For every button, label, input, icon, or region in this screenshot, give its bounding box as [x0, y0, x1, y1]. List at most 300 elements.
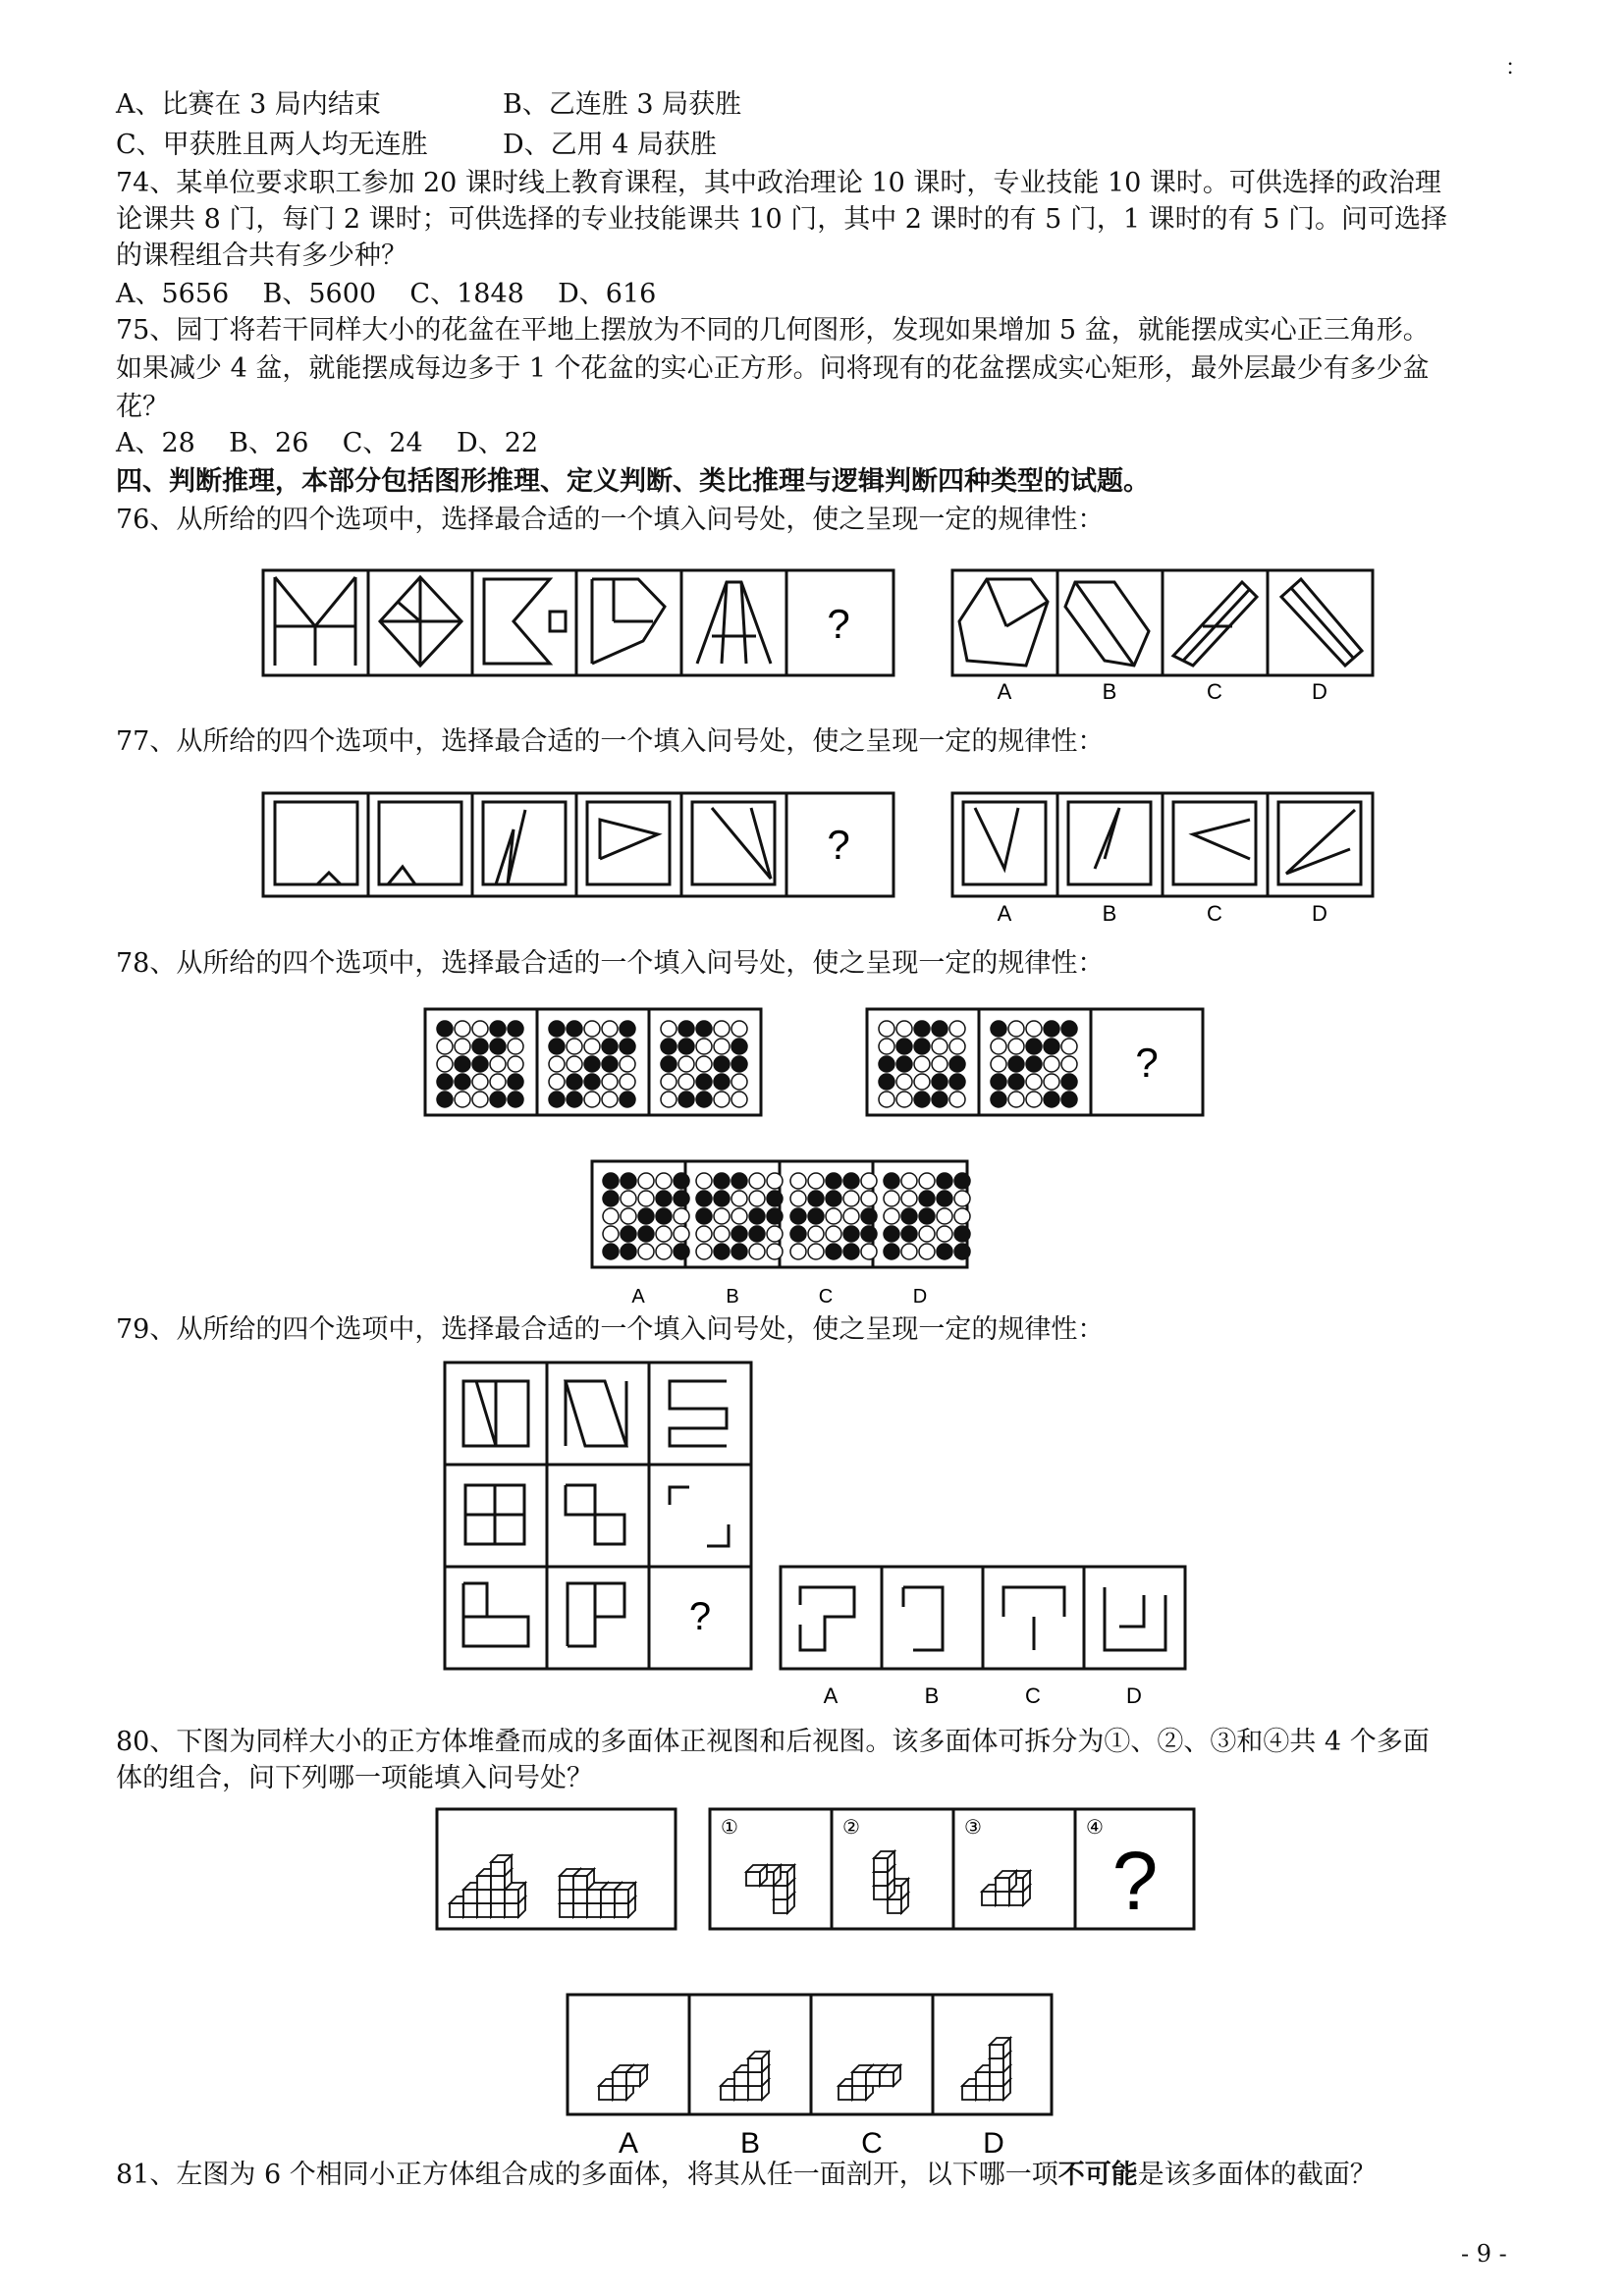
q80-part-label-2: ②: [842, 1817, 860, 1839]
q78-dot: [937, 1191, 952, 1206]
q78-dot: [932, 1021, 947, 1037]
q78-dot: [678, 1092, 694, 1107]
q78-dot: [949, 1021, 965, 1037]
q78-dot: [714, 1056, 730, 1072]
q77-option-a-shape: [975, 808, 1018, 869]
q78-dot: [620, 1021, 635, 1037]
q80-cube: [748, 2052, 769, 2072]
q78-dot: [696, 1191, 712, 1206]
q78-dot: [638, 1208, 654, 1224]
q81-stem-before: 81、左图为 6 个相同小正方体组合成的多面体，将其从任一面剖开，以下哪一项: [116, 2160, 1058, 2190]
q77-shape-2: [388, 867, 415, 884]
q78-dot: [714, 1191, 730, 1206]
q78-dot: [991, 1074, 1006, 1090]
q78-dot: [621, 1226, 636, 1242]
q78-dot: [914, 1039, 930, 1054]
q77-shape-4: [600, 820, 658, 859]
q78-dot: [1026, 1021, 1042, 1037]
q78-dot: [879, 1056, 894, 1072]
q79-figure: [442, 1360, 1208, 1713]
q78-dot: [455, 1092, 470, 1107]
q78-label-c: C: [818, 1286, 834, 1308]
q81-stem-after: 是该多面体的截面？: [1137, 2160, 1377, 2190]
q78-label-a: A: [631, 1286, 645, 1308]
q78-dot: [896, 1056, 912, 1072]
q78-dot: [584, 1056, 600, 1072]
q78-dot: [879, 1074, 894, 1090]
q78-stem: 78、从所给的四个选项中，选择最合适的一个填入问号处，使之呈现一定的规律性：: [116, 948, 1105, 979]
q80-line1: 80、下图为同样大小的正方体堆叠而成的多面体正视图和后视图。该多面体可拆分为①、②、③和④共 4 个多面: [116, 1727, 1430, 1757]
q80-cube: [990, 2038, 1010, 2058]
q78-dot: [714, 1244, 730, 1259]
q78-dot: [696, 1208, 712, 1224]
q80-part-label-3: ③: [964, 1817, 982, 1839]
q78-dot: [790, 1173, 806, 1189]
q78-dot: [884, 1244, 899, 1259]
q78-dot: [879, 1092, 894, 1107]
q78-dot: [991, 1056, 1006, 1072]
q78-dot: [661, 1021, 677, 1037]
q79-shape-1: [463, 1381, 528, 1446]
q78-dot: [731, 1039, 747, 1054]
q80-cube: [996, 1871, 1016, 1892]
q78-dot: [1061, 1074, 1077, 1090]
q78-dot: [437, 1074, 453, 1090]
q78-dot: [914, 1092, 930, 1107]
q80-figure: [432, 1801, 1208, 2164]
q78-dot: [661, 1074, 677, 1090]
q81-stem-emphasis: 不可能: [1057, 2160, 1138, 2190]
q78-dot: [567, 1021, 582, 1037]
q78-dot: [714, 1021, 730, 1037]
q78-dot: [949, 1039, 965, 1054]
q78-dot: [674, 1173, 689, 1189]
q78-dot: [826, 1208, 841, 1224]
q78-dot: [437, 1039, 453, 1054]
q78-dot: [584, 1021, 600, 1037]
q78-dot: [843, 1244, 859, 1259]
q78-dot: [884, 1191, 899, 1206]
q78-dot: [914, 1056, 930, 1072]
q78-dot: [1044, 1021, 1059, 1037]
q78-dot: [1044, 1074, 1059, 1090]
q74-line2: 论课共 8 门，每门 2 课时；可供选择的专业技能课共 10 门，其中 2 课时的有 5 门，1 课时的有 5 门。问可选择: [116, 204, 1447, 235]
q78-dot: [549, 1056, 565, 1072]
q78-dot: [674, 1244, 689, 1259]
q78-dot: [696, 1021, 712, 1037]
q76-shape-1: [275, 577, 355, 666]
q78-dot: [714, 1092, 730, 1107]
q77-shape-3: [496, 810, 525, 884]
q80-cube: [615, 1883, 635, 1903]
q78-dot: [1026, 1039, 1042, 1054]
q78-dot: [603, 1191, 619, 1206]
q79-question-mark: ?: [688, 1595, 712, 1638]
q80-cube: [573, 1869, 594, 1890]
q77-option-d-shape: [1286, 810, 1355, 874]
q78-dot: [602, 1092, 618, 1107]
q78-dot: [1044, 1056, 1059, 1072]
q79-option-b-shape: [903, 1587, 943, 1650]
q76-shape-5: [697, 582, 771, 664]
q78-dot: [696, 1173, 712, 1189]
q81-stem: [116, 2157, 1377, 2194]
q78-dot: [808, 1226, 824, 1242]
q79-shape-7: [463, 1583, 528, 1646]
q78-question-mark: ?: [1135, 1040, 1159, 1086]
q80-question-mark: ?: [1111, 1835, 1159, 1927]
q78-dot: [843, 1191, 859, 1206]
q79-label-c: C: [1025, 1683, 1041, 1708]
q77-option-c-shape: [1193, 820, 1250, 859]
q78-dot: [790, 1208, 806, 1224]
q76-label-c: C: [1207, 679, 1222, 704]
q78-dot: [808, 1173, 824, 1189]
q79-shape-2: [566, 1381, 626, 1446]
q76-shape-2: [380, 577, 461, 666]
q78-dot: [602, 1074, 618, 1090]
q78-dot: [884, 1208, 899, 1224]
q78-dot: [508, 1074, 523, 1090]
q80-label-a: A: [618, 2127, 639, 2160]
q78-dot: [549, 1074, 565, 1090]
q78-dot: [437, 1056, 453, 1072]
q78-label-b: B: [726, 1286, 739, 1308]
q78-dot: [919, 1244, 935, 1259]
q78-dot: [731, 1021, 747, 1037]
q78-dot: [826, 1173, 841, 1189]
q80-label-c: C: [861, 2127, 883, 2160]
q78-dot: [549, 1021, 565, 1037]
q78-dot: [949, 1092, 965, 1107]
q80-part-label-1: ①: [721, 1817, 738, 1839]
q76-stem: 76、从所给的四个选项中，选择最合适的一个填入问号处，使之呈现一定的规律性：: [116, 505, 1105, 535]
q76-shape-4: [592, 579, 665, 664]
q78-dot: [749, 1244, 765, 1259]
q78-dot: [919, 1191, 935, 1206]
q78-dot: [490, 1056, 506, 1072]
q78-dot: [937, 1226, 952, 1242]
q78-dot: [696, 1226, 712, 1242]
q78-dot: [731, 1191, 747, 1206]
q78-dot: [603, 1208, 619, 1224]
q76-question-mark: ?: [827, 601, 850, 647]
q78-dot: [843, 1173, 859, 1189]
q78-dot: [584, 1074, 600, 1090]
q78-dot: [437, 1021, 453, 1037]
q79-label-a: A: [823, 1683, 839, 1708]
q78-dot: [472, 1039, 488, 1054]
q78-dot: [1061, 1056, 1077, 1072]
q78-label-d: D: [912, 1286, 928, 1308]
q78-dot: [584, 1039, 600, 1054]
q80-line2: 体的组合，问下列哪一项能填入问号处？: [116, 1763, 593, 1793]
q75-line3: 花？: [116, 392, 169, 422]
q78-dot: [602, 1039, 618, 1054]
q78-dot: [661, 1039, 677, 1054]
q78-dot: [767, 1226, 783, 1242]
q78-dot: [714, 1208, 730, 1224]
q76-shape-3: [484, 579, 566, 664]
q76-option-c-shape: [1173, 582, 1257, 666]
q78-dot: [602, 1056, 618, 1072]
q78-dot: [861, 1226, 877, 1242]
q73-option-c: C、甲获胜且两人均无连胜: [116, 130, 428, 160]
q77-figure: [260, 790, 1380, 928]
q79-shape-6: [670, 1487, 729, 1546]
q78-dot: [1026, 1092, 1042, 1107]
q79-shape-5: [566, 1485, 624, 1544]
q78-dot: [826, 1191, 841, 1206]
q78-dot: [861, 1208, 877, 1224]
q78-dot: [919, 1226, 935, 1242]
q80-part-label-4: ④: [1086, 1817, 1104, 1839]
q78-dot: [567, 1039, 582, 1054]
q78-dot: [1044, 1039, 1059, 1054]
q76-label-d: D: [1312, 679, 1327, 704]
q75-line2: 如果减少 4 盆，就能摆成每边多于 1 个花盆的实心正方形。问将现有的花盆摆成实心矩形，最外层最少有多少盆: [116, 353, 1430, 384]
q78-dot: [621, 1244, 636, 1259]
q78-dot: [991, 1092, 1006, 1107]
q78-dot: [932, 1056, 947, 1072]
q78-dot: [584, 1092, 600, 1107]
q78-dot: [937, 1244, 952, 1259]
q78-dot: [603, 1226, 619, 1242]
q79-shape-8: [568, 1583, 624, 1646]
q78-dot: [901, 1244, 917, 1259]
q80-cube: [746, 1865, 767, 1886]
q78-dot: [455, 1074, 470, 1090]
q78-figure: [422, 1006, 1208, 1320]
q77-stem: 77、从所给的四个选项中，选择最合适的一个填入问号处，使之呈现一定的规律性：: [116, 726, 1105, 757]
section4-heading: 四、判断推理，本部分包括图形推理、定义判断、类比推理与逻辑判断四种类型的试题。: [116, 466, 1150, 497]
q78-dot: [455, 1056, 470, 1072]
q78-dot: [901, 1208, 917, 1224]
q78-dot: [954, 1226, 970, 1242]
q77-label-a: A: [997, 901, 1012, 926]
q78-dot: [932, 1092, 947, 1107]
q78-dot: [567, 1092, 582, 1107]
q78-dot: [678, 1039, 694, 1054]
q78-dot: [884, 1173, 899, 1189]
q78-dot: [879, 1021, 894, 1037]
q78-dot: [674, 1226, 689, 1242]
q75-options: A、28 B、26 C、24 D、22: [116, 428, 539, 458]
q78-dot: [549, 1092, 565, 1107]
q78-dot: [656, 1191, 672, 1206]
q77-label-b: B: [1102, 901, 1117, 926]
q78-dot: [861, 1244, 877, 1259]
q78-dot: [731, 1074, 747, 1090]
q78-dot: [1008, 1021, 1024, 1037]
q78-dot: [656, 1244, 672, 1259]
q78-dot: [914, 1021, 930, 1037]
q78-dot: [808, 1208, 824, 1224]
q78-dot: [767, 1173, 783, 1189]
q78-dot: [767, 1244, 783, 1259]
corner-mark: ：: [1505, 56, 1528, 80]
q78-dot: [620, 1092, 635, 1107]
q78-dot: [620, 1039, 635, 1054]
q78-dot: [621, 1191, 636, 1206]
q78-dot: [991, 1021, 1006, 1037]
q78-dot: [490, 1021, 506, 1037]
q78-dot: [991, 1039, 1006, 1054]
q78-dot: [696, 1092, 712, 1107]
q78-dot: [437, 1092, 453, 1107]
q78-dot: [896, 1092, 912, 1107]
q78-dot: [508, 1021, 523, 1037]
q78-dot: [731, 1173, 747, 1189]
q78-dot: [1061, 1039, 1077, 1054]
q78-dot: [678, 1056, 694, 1072]
q78-dot: [731, 1092, 747, 1107]
q77-label-d: D: [1312, 901, 1327, 926]
q78-dot: [490, 1092, 506, 1107]
q78-dot: [1061, 1092, 1077, 1107]
q76-option-d-shape: [1281, 579, 1362, 666]
q78-dot: [678, 1074, 694, 1090]
q78-dot: [714, 1039, 730, 1054]
q80-label-b: B: [739, 2127, 761, 2160]
q78-dot: [790, 1244, 806, 1259]
q78-dot: [861, 1173, 877, 1189]
q78-dot: [490, 1074, 506, 1090]
q79-shape-3: [670, 1381, 727, 1446]
q78-dot: [937, 1173, 952, 1189]
q78-dot: [638, 1226, 654, 1242]
q79-option-d-shape: [1105, 1587, 1165, 1650]
q78-dot: [954, 1244, 970, 1259]
q77-shape-5: [712, 808, 771, 879]
q79-stem: 79、从所给的四个选项中，选择最合适的一个填入问号处，使之呈现一定的规律性：: [116, 1314, 1105, 1345]
q74-line1: 74、某单位要求职工参加 20 课时线上教育课程，其中政治理论 10 课时，专业技能 10 课时。可供选择的政治理: [116, 168, 1441, 198]
q78-dot: [914, 1074, 930, 1090]
q78-dot: [749, 1191, 765, 1206]
q74-options: A、5656 B、5600 C、1848 D、616: [116, 279, 657, 309]
q78-dot: [932, 1039, 947, 1054]
q78-dot: [749, 1208, 765, 1224]
q78-dot: [954, 1208, 970, 1224]
q78-dot: [472, 1074, 488, 1090]
q78-dot: [843, 1208, 859, 1224]
q78-dot: [843, 1226, 859, 1242]
q78-dot: [790, 1191, 806, 1206]
q78-dot: [714, 1173, 730, 1189]
q78-dot: [621, 1208, 636, 1224]
q79-shape-4: [465, 1485, 524, 1544]
q78-dot: [767, 1208, 783, 1224]
q77-option-b-shape: [1095, 808, 1119, 869]
q78-dot: [1008, 1056, 1024, 1072]
q78-dot: [1026, 1074, 1042, 1090]
q78-dot: [949, 1074, 965, 1090]
q73-option-b: B、乙连胜 3 局获胜: [503, 89, 742, 120]
q79-option-a-shape: [800, 1587, 854, 1650]
q78-dot: [656, 1173, 672, 1189]
q78-dot: [638, 1173, 654, 1189]
q78-dot: [731, 1244, 747, 1259]
q80-cube: [874, 1851, 894, 1872]
q78-dot: [603, 1173, 619, 1189]
q79-label-b: B: [924, 1683, 940, 1708]
q78-dot: [901, 1226, 917, 1242]
q80-cube: [491, 1855, 512, 1876]
q78-dot: [472, 1092, 488, 1107]
q78-dot: [879, 1039, 894, 1054]
q76-label-b: B: [1102, 679, 1117, 704]
q78-dot: [714, 1074, 730, 1090]
q78-dot: [621, 1173, 636, 1189]
q74-line3: 的课程组合共有多少种？: [116, 240, 407, 271]
q78-dot: [1008, 1074, 1024, 1090]
q78-dot: [620, 1056, 635, 1072]
q78-dot: [1061, 1021, 1077, 1037]
q78-dot: [696, 1244, 712, 1259]
q77-question-mark: ?: [827, 822, 850, 868]
q76-figure: [260, 567, 1380, 705]
q78-dot: [674, 1208, 689, 1224]
q80-label-d: D: [983, 2127, 1004, 2160]
q78-dot: [767, 1191, 783, 1206]
q78-dot: [731, 1226, 747, 1242]
q76-option-b-shape: [1065, 582, 1149, 666]
q78-dot: [490, 1039, 506, 1054]
q78-dot: [696, 1056, 712, 1072]
q77-label-c: C: [1207, 901, 1222, 926]
q78-dot: [472, 1021, 488, 1037]
q78-dot: [826, 1226, 841, 1242]
q78-dot: [678, 1021, 694, 1037]
q78-dot: [638, 1244, 654, 1259]
q78-dot: [731, 1056, 747, 1072]
q78-dot: [1026, 1056, 1042, 1072]
q77-shape-1: [317, 873, 341, 884]
q78-dot: [1008, 1092, 1024, 1107]
q78-dot: [749, 1226, 765, 1242]
q78-dot: [567, 1074, 582, 1090]
q78-dot: [1044, 1092, 1059, 1107]
q78-dot: [896, 1021, 912, 1037]
q78-dot: [954, 1191, 970, 1206]
q78-dot: [472, 1056, 488, 1072]
page-number: - 9 -: [1461, 2240, 1507, 2268]
q78-dot: [919, 1208, 935, 1224]
q78-dot: [674, 1191, 689, 1206]
q78-dot: [901, 1191, 917, 1206]
q78-dot: [896, 1039, 912, 1054]
q78-dot: [896, 1074, 912, 1090]
q78-dot: [749, 1173, 765, 1189]
q80-cube: [880, 2065, 900, 2086]
q78-dot: [549, 1039, 565, 1054]
q78-dot: [638, 1191, 654, 1206]
q78-dot: [696, 1039, 712, 1054]
q78-dot: [661, 1092, 677, 1107]
q78-dot: [808, 1191, 824, 1206]
q78-dot: [508, 1092, 523, 1107]
q80-cube: [626, 2065, 647, 2086]
q78-dot: [949, 1056, 965, 1072]
q78-dot: [508, 1039, 523, 1054]
q78-dot: [656, 1226, 672, 1242]
q78-dot: [602, 1021, 618, 1037]
q78-dot: [808, 1244, 824, 1259]
q78-dot: [455, 1039, 470, 1054]
q78-dot: [790, 1226, 806, 1242]
q79-label-d: D: [1126, 1683, 1142, 1708]
q76-label-a: A: [997, 679, 1012, 704]
